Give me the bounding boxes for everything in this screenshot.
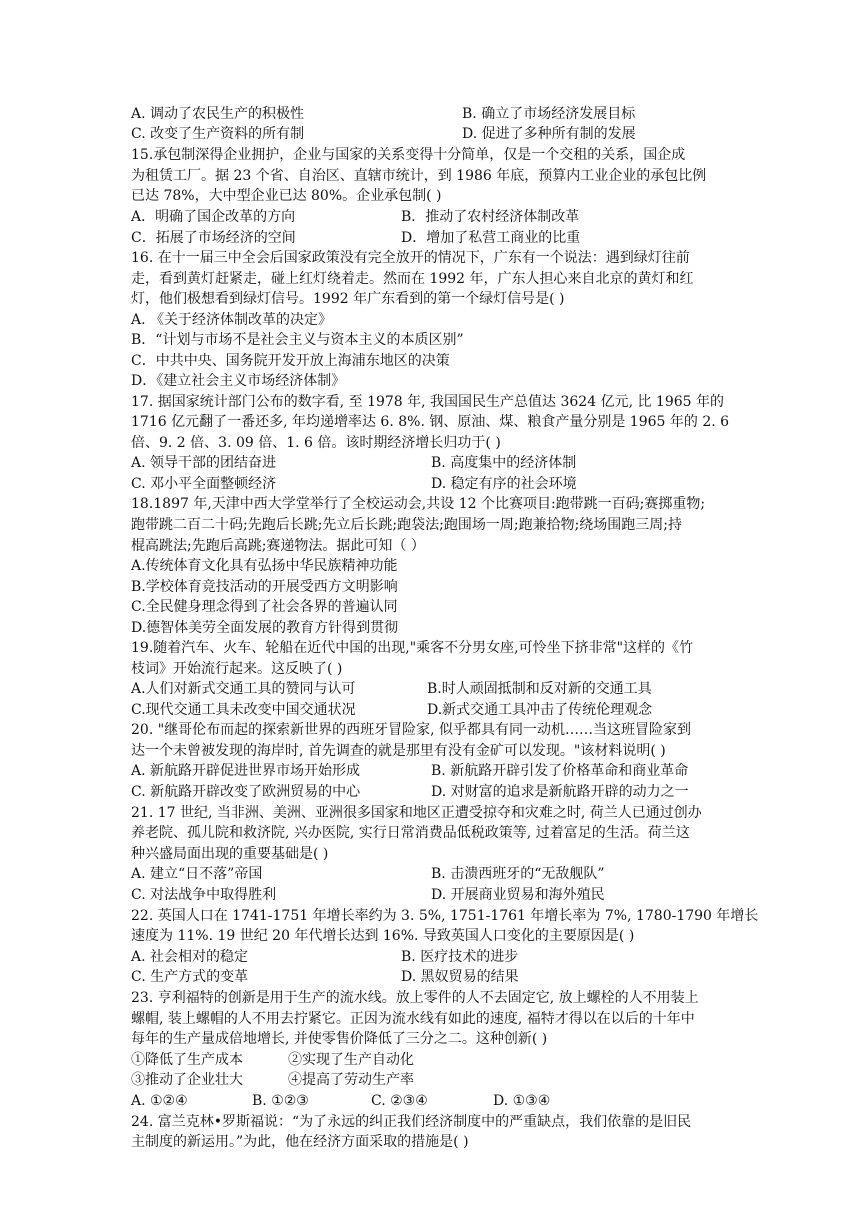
q23-option-a: A. ①②④ (131, 1093, 188, 1109)
q17-option-row-2 (131, 474, 731, 494)
q23-item-2: ②实现了生产自动化 (288, 1052, 414, 1068)
q15-option-b: B．推动了农村经济体制改革 (401, 209, 580, 225)
q16-stem-line-1: 16. 在十一届三中全会后国家政策没有完全放开的情况下，广东有一个说法：遇到绿灯往前 (131, 250, 690, 266)
q19-option-a: A.人们对新式交通工具的赞同与认可 (131, 681, 356, 697)
q21-stem-line-1: 21. 17 世纪, 当非洲、美洲、亚洲很多国家和地区正遭受掠夺和灾难之时, 荷兰人已通过创办 (131, 805, 702, 821)
q21-option-row-1 (131, 864, 731, 884)
q23-stem-line-2: 螺帽, 装上螺帽的人不用去拧紧它。正因为流水线有如此的速度, 福特才得以在以后的十年中 (131, 1011, 695, 1027)
q23-item-1: ①降低了生产成本 (131, 1052, 243, 1068)
q17-option-c: C. 邓小平全面整顿经济 (131, 476, 277, 492)
q20-option-b: B. 新航路开辟引发了价格革命和商业革命 (431, 763, 689, 779)
q15-stem-line-2: 为租赁工厂。据 23 个省、自治区、直辖市统计，到 1986 年底，预算内工业企业的承包比例 (131, 168, 707, 184)
q22-option-b: B. 医疗技术的进步 (401, 949, 519, 965)
q19-stem-line-1: 19.随着汽车、火车、轮船在近代中国的出现,"乘客不分男女座,可怜坐下挤非常"这样的《竹 (131, 640, 694, 656)
q20-option-row-2 (131, 782, 731, 802)
q21-option-b: B. 击溃西班牙的“无敌舰队” (431, 866, 605, 882)
q22-option-d: D. 黑奴贸易的结果 (401, 969, 519, 985)
q22-stem-line-1: 22. 英国人口在 1741-1751 年增长率约为 3. 5%, 1751-1761 年增长率为 7%, 1780-1790 年增长 (131, 908, 759, 924)
q23-item-row-2 (131, 1070, 731, 1090)
q19-option-b: B.时人顽固抵制和反对新的交通工具 (427, 681, 652, 697)
q15-stem-line-3: 已达 78%，大中型企业已达 80%。企业承包制( ) (131, 188, 442, 204)
q17-option-a: A. 领导干部的团结奋进 (131, 455, 277, 471)
q19-option-row-1 (131, 679, 731, 699)
q16-option-d: D．《建立社会主义市场经济体制》 (131, 373, 346, 389)
q16-stem-line-2: 走，看到黄灯赶紧走，碰上红灯绕着走。然而在 1992 年，广东人担心来自北京的黄灯和红 (131, 271, 694, 287)
q18-stem-line-1: 18.1897 年,天津中西大学堂举行了全校运动会,共设 12 个比赛项目:跑带跳一百码;赛掷重物; (131, 496, 706, 512)
q20-stem-line-1: 20. "继哥伦布而起的探索新世界的西班牙冒险家, 似乎都具有同一动机……当这班冒险家到 (131, 722, 692, 738)
q14-option-d: D. 促进了多种所有制的发展 (462, 126, 636, 142)
q23-item-row-1 (131, 1050, 731, 1070)
q15-stem-line-1: 15.承包制深得企业拥护，企业与国家的关系变得十分简单，仅是一个交租的关系，国企成 (131, 147, 686, 163)
q22-stem-line-2: 速度为 11%. 19 世纪 20 年代增长达到 16%. 导致英国人口变化的主要原因是( ) (131, 928, 635, 944)
q23-option-c: C. ②③④ (371, 1093, 428, 1109)
q20-option-c: C. 新航路开辟改变了欧洲贸易的中心 (131, 784, 361, 800)
q21-option-d: D. 开展商业贸易和海外殖民 (431, 887, 605, 903)
q23-option-row (131, 1091, 731, 1111)
q18-option-d: D.德智体美劳全面发展的教育方针得到贯彻 (131, 620, 399, 636)
q15-option-a: A．明确了国企改革的方向 (131, 209, 296, 225)
q20-option-d: D. 对财富的追求是新航路开辟的动力之一 (431, 784, 689, 800)
q23-item-3: ③推动了企业壮大 (131, 1072, 243, 1088)
q21-option-c: C. 对法战争中取得胜利 (131, 887, 277, 903)
q17-stem-line-2: 1716 亿元翻了一番还多, 年均递增率达 6. 8%. 钢、原油、煤、粮食产量分别是 1965 年的 2. 6 (131, 414, 730, 430)
q14-option-row-1 (131, 104, 731, 124)
q17-stem-line-1: 17. 据国家统计部门公布的数字看, 至 1978 年, 我国国民生产总值达 3624 亿元, 比 1965 年的 (131, 394, 725, 410)
q15-option-row-2 (131, 228, 731, 248)
q23-option-d: D. ①③④ (493, 1093, 551, 1109)
q14-option-a: A. 调动了农民生产的积极性 (131, 106, 305, 122)
q15-option-row-1 (131, 207, 731, 227)
q21-option-row-2 (131, 885, 731, 905)
q15-option-d: D．增加了私营工商业的比重 (401, 230, 581, 246)
q16-option-b: B．“计划与市场不是社会主义与资本主义的本质区别” (131, 332, 464, 348)
q23-stem-line-1: 23. 亨利福特的创新是用于生产的流水线。放上零件的人不去固定它, 放上螺栓的人不用装上 (131, 990, 699, 1006)
q16-option-c: C．中共中央、国务院开发开放上海浦东地区的决策 (131, 353, 450, 369)
q24-stem-line-2: 主制度的新运用。”为此，他在经济方面采取的措施是( ) (131, 1134, 469, 1150)
q21-option-a: A. 建立“日不落”帝国 (131, 866, 263, 882)
q18-stem-line-2: 跑带跳二百二十码;先跑后长跳;先立后长跳;跑袋法;跑围场一周;跑兼拾物;绕场围跑三周;持 (131, 517, 683, 533)
q18-option-a: A.传统体育文化具有弘扬中华民族精神功能 (131, 558, 398, 574)
q21-stem-line-3: 种兴盛局面出现的重要基础是( ) (131, 846, 329, 862)
q19-option-row-2 (131, 700, 731, 720)
q20-stem-line-2: 达一个未曾被发现的海岸时, 首先调查的就是那里有没有金矿可以发现。"该材料说明( ) (131, 743, 666, 759)
q22-option-row-2 (131, 967, 731, 987)
q23-stem-line-3: 每年的生产量成倍地增长, 并使零售价降低了三分之二。这种创新( ) (131, 1031, 548, 1047)
q18-option-b: B.学校体育竞技活动的开展受西方文明影响 (131, 579, 398, 595)
q19-option-d: D.新式交通工具冲击了传统伦理观念 (427, 702, 653, 718)
q17-option-b: B. 高度集中的经济体制 (431, 455, 577, 471)
q15-option-c: C．拓展了市场经济的空间 (131, 230, 296, 246)
q17-option-d: D. 稳定有序的社会环境 (431, 476, 577, 492)
q19-option-c: C.现代交通工具未改变中国交通状况 (131, 702, 356, 718)
q16-stem-line-3: 灯，他们极想看到绿灯信号。1992 年广东看到的第一个绿灯信号是( ) (131, 291, 565, 307)
q18-stem-line-3: 棍高跳法;先跑后高跳;赛递物法。据此可知（ ） (131, 538, 425, 554)
q17-stem-line-3: 倍、9. 2 倍、3. 09 倍、1. 6 倍。该时期经济增长归功于( ) (131, 435, 501, 451)
q14-option-row-2 (131, 124, 731, 144)
q19-stem-line-2: 枝词》开始流行起来。这反映了( ) (131, 661, 343, 677)
q20-option-row-1 (131, 761, 731, 781)
q18-option-c: C.全民健身理念得到了社会各界的普遍认同 (131, 599, 398, 615)
q14-option-b: B. 确立了市场经济发展目标 (462, 106, 636, 122)
q22-option-row-1 (131, 947, 731, 967)
q24-stem-line-1: 24. 富兰克林•罗斯福说：“为了永远的纠正我们经济制度中的严重缺点，我们依靠的是旧民 (131, 1114, 692, 1130)
q17-option-row-1 (131, 453, 731, 473)
q23-option-b: B. ①②③ (252, 1093, 309, 1109)
q22-option-a: A. 社会相对的稳定 (131, 949, 249, 965)
q23-item-4: ④提高了劳动生产率 (288, 1072, 414, 1088)
q20-option-a: A. 新航路开辟促进世界市场开始形成 (131, 763, 361, 779)
q16-option-a: A. 《关于经济体制改革的决定》 (131, 312, 333, 328)
q21-stem-line-2: 养老院、孤儿院和救济院, 兴办医院, 实行日常消费品低税政策等, 过着富足的生活。荷兰这 (131, 825, 690, 841)
q22-option-c: C. 生产方式的变革 (131, 969, 249, 985)
q14-option-c: C. 改变了生产资料的所有制 (131, 126, 305, 142)
